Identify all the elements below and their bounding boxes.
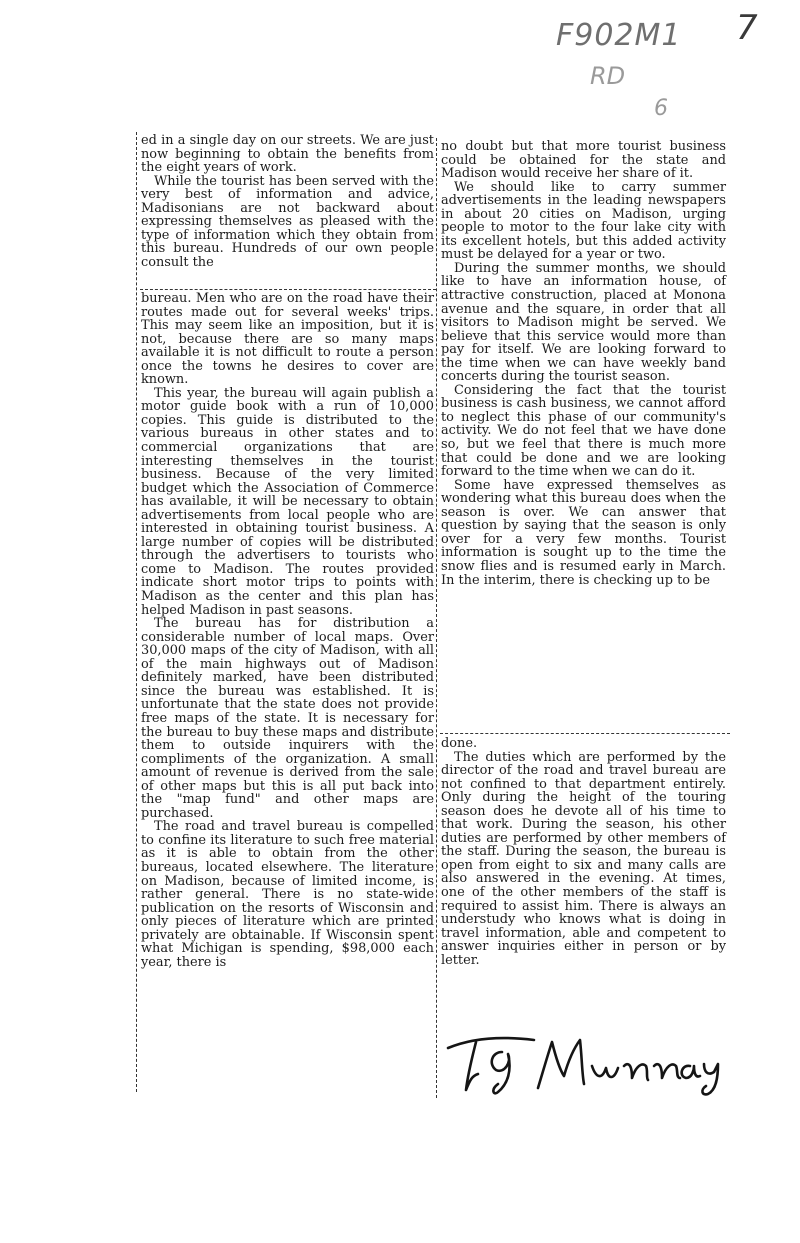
signature — [442, 1018, 732, 1098]
paragraph: This year, the bureau will again publish a motor guide book with a run of 10,000 copies. This guide is distributed to the various bureaus in other states and to commercial organizations that are interesting themselves in the tourist business. Because of the very limited budget which the Association of Commerce has available, it will be necessary to obtain advertisements from local people who are interested in obtaining tourist business. A large number of copies will be distributed through the advertisers to tourists who come to Madison. The routes provided indicate short motor trips to points with Madison as the center and this plan has helped Madison in past seasons. — [141, 385, 434, 618]
paragraph: During the summer months, we should like to have an information house, of attractive construction, placed at Monona avenue and the square, in order that all visitors to Madison might be served. We believe that this service would more than pay for itself. We are looking forward to the time when we can have weekly band concerts during the tourist season. — [441, 260, 726, 385]
page-number-note: 7 — [736, 8, 758, 48]
clipping-cut-right — [440, 733, 730, 734]
paragraph: The road and travel bureau is compelled to confine its literature to such free material as it is able to obtain from the other bureaus, located elsewhere. The literature on Madison, because of limited income, is rather general. There is no state-wide publication on the resorts of Wisconsin and only pieces of literature which are printed privately are obtainable. If Wisconsin spent what Michigan is spending, $98,000 each year, there is — [141, 819, 434, 970]
clipping-middle-rule — [436, 138, 437, 1098]
handwritten-note-small: RD — [590, 62, 626, 90]
paragraph: The bureau has for distribution a considerable number of local maps. Over 30,000 maps of the city of Madison, with all of the main highways out of Madison definitely marked, have been distributed since the bureau was established. It is unfortunate that the state does not provide free maps of the state. It is necessary for the bureau to buy these maps and distribute them to outside inquirers with the compliments of the organization. A small amount of revenue is derived from the sale of other maps but this is all put back into the "map fund" and other maps are purchased. — [141, 616, 434, 821]
article-column-right-bottom — [441, 737, 726, 967]
handwritten-note-six: 6 — [654, 96, 668, 121]
article-column-right-top — [441, 140, 726, 587]
file-code-note: F902M1 — [556, 18, 682, 53]
paragraph: Considering the fact that the tourist business is cash business, we cannot afford to neglect this phase of our community's activity. We do not feel that we have done so, but we feel that there is much more that could be done and we are looking forward to the time when we can do it. — [441, 382, 726, 480]
paragraph: Some have expressed themselves as wondering what this bureau does when the season is over. We can answer that question by saying that the season is only over for a very few months. Tourist information is sought up to the time the snow flies and is resumed early in March. In the interim, there is checking up to be — [441, 477, 726, 588]
paragraph: The duties which are performed by the director of the road and travel bureau are not confined to that department entirely. Only during the height of the touring season does he devote all of his time to that work. During the season, his other duties are performed by other members of the staff. During the season, the bureau is open from eight to six and many calls are also answered in the evening. At times, one of the other members of the staff is required to assist him. There is always an understudy who knows what is doing in travel information, able and competent to answer inquiries either in person or by letter. — [441, 749, 726, 968]
paragraph: While the tourist has been served with the very best of information and advice, Madisonians are not backward about expressing themselves as pleased with the type of information which they obtain from this bureau. Hundreds of our own people consult the — [141, 173, 434, 270]
clipping-cut-left — [140, 289, 436, 290]
paragraph: no doubt but that more tourist business could be obtained for the state and Madison would receive her share of it. — [441, 139, 726, 182]
paragraph: bureau. Men who are on the road have their routes made out for several weeks' trips. This may seem like an imposition, but it is not, because there are so many maps available it is not difficult to route a person once the towns he desires to cover are known. — [141, 291, 434, 388]
paragraph: ed in a single day on our streets. We are just now beginning to obtain the benefits from the eight years of work. — [141, 133, 434, 176]
paragraph: done. — [441, 736, 478, 751]
clipping-left-rule — [136, 132, 137, 1092]
article-column-left-top — [141, 134, 434, 269]
article-column-left-bottom — [141, 292, 434, 969]
paragraph: We should like to carry summer advertisements in the leading newspapers in about 20 cities on Madison, urging people to motor to the four lake city with its excellent hotels, but this added activity must be delayed for a year or two. — [441, 179, 726, 263]
